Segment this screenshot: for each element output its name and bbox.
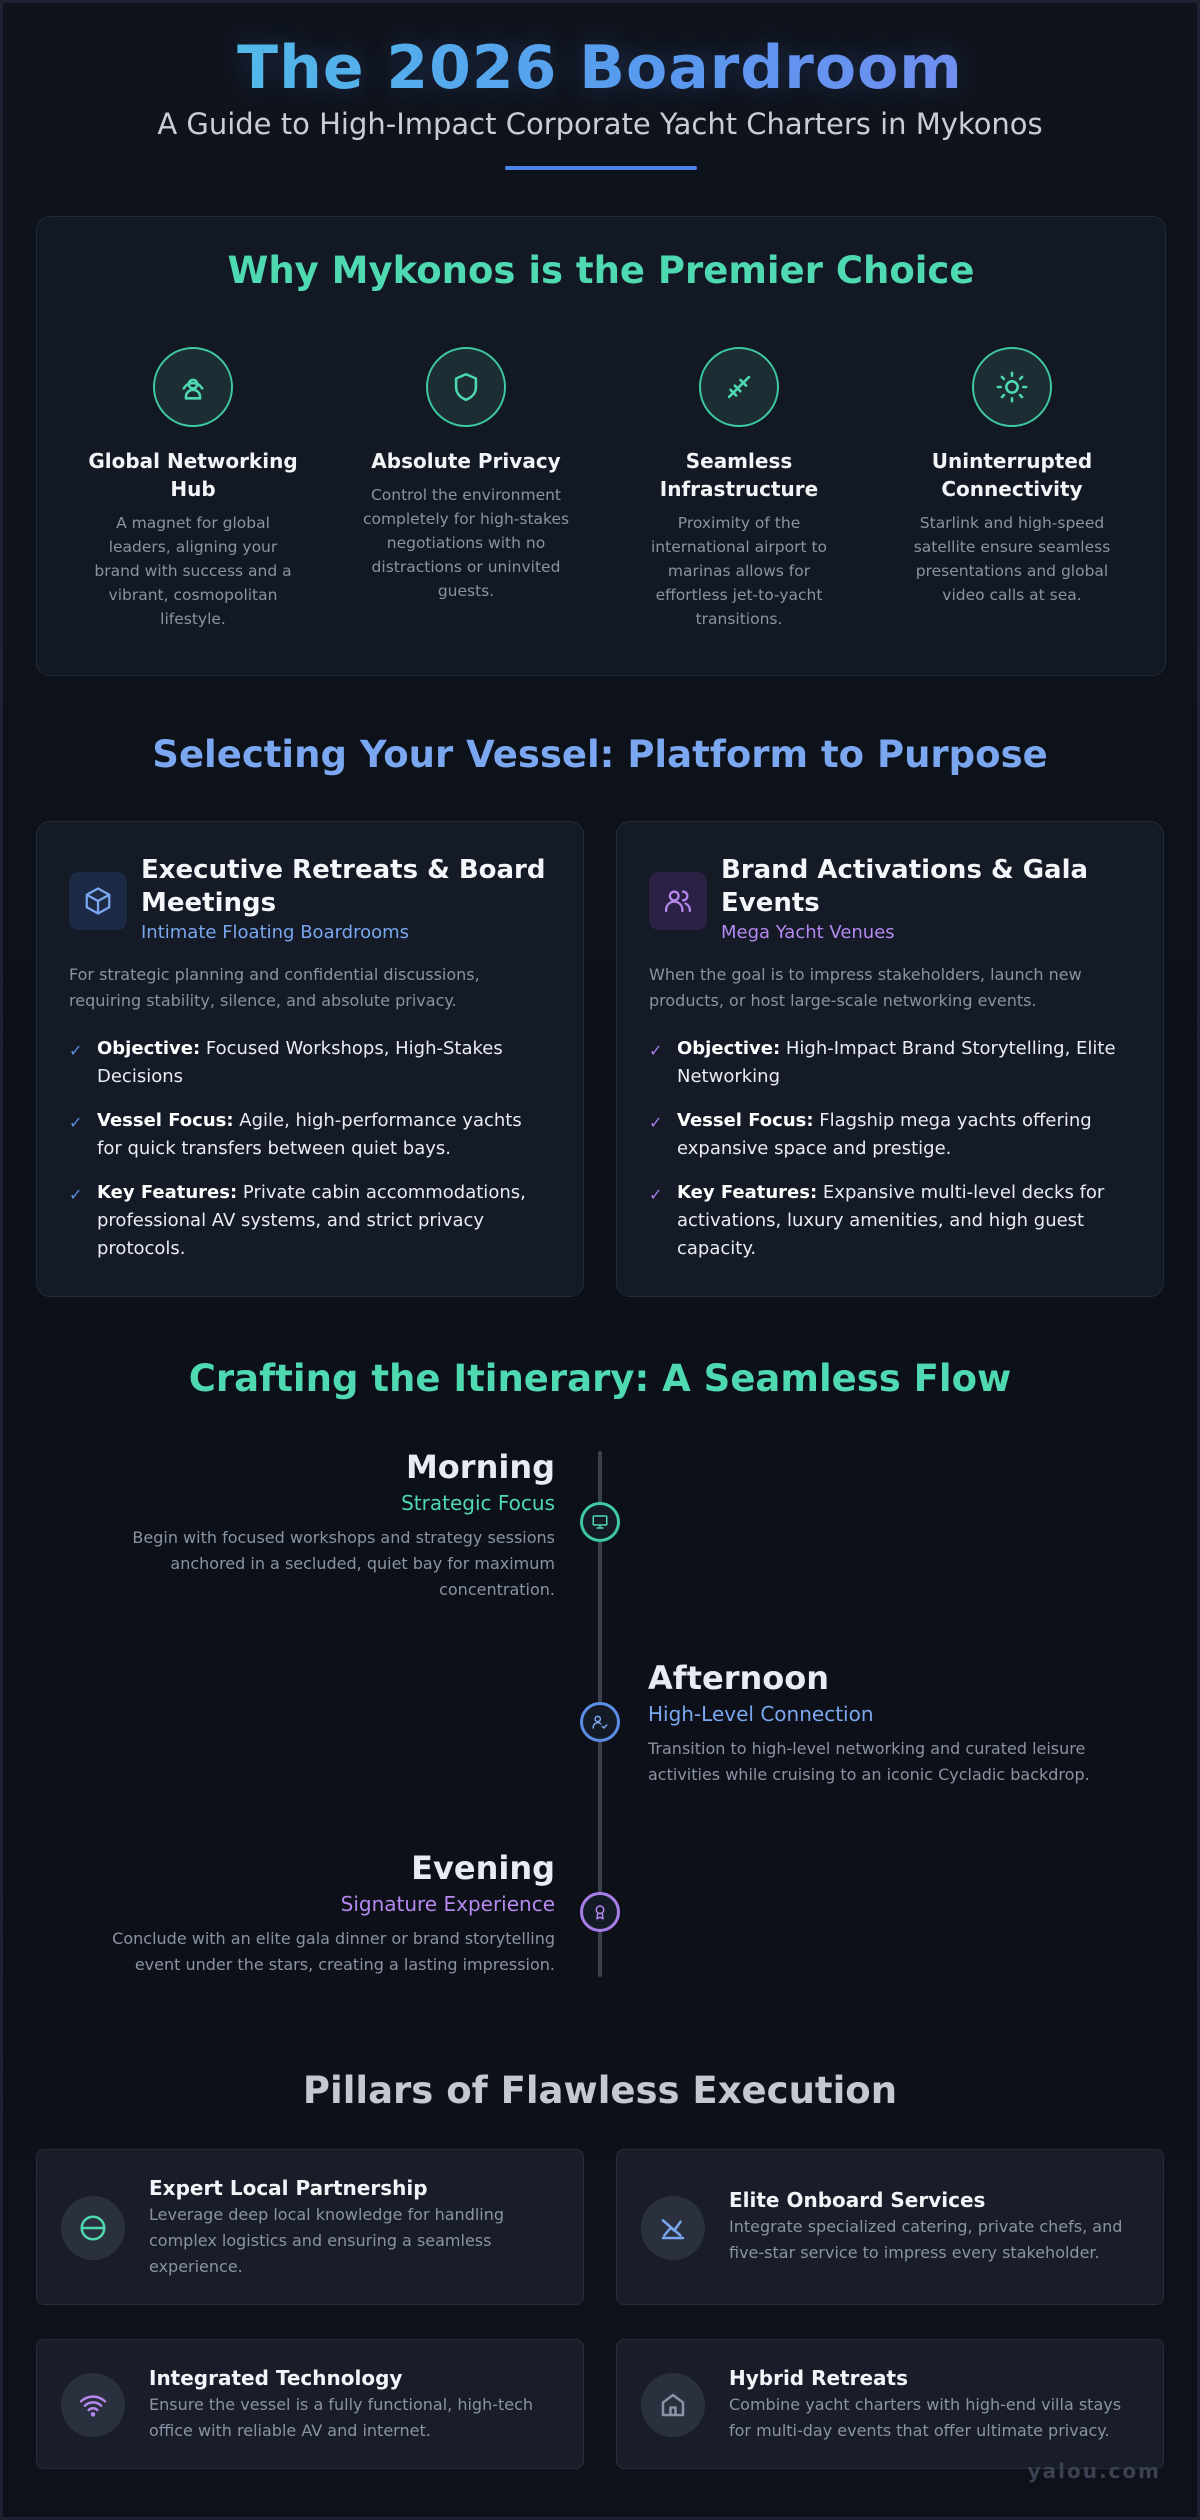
itinerary-section-title: Crafting the Itinerary: A Seamless Flow [188,1357,1012,1400]
timeline-step-morning [95,1447,555,1603]
item-text: Private cabin accommodations, professional AV systems, and strict privacy protocols. [97,1182,526,1259]
vessel-card-brand [616,821,1164,1297]
timeline-step-evening [95,1848,555,1978]
item-label: Key Features: [677,1182,818,1203]
vessel-card-executive [36,821,584,1297]
pillar-text: Ensure the vessel is a fully functional, high-tech office with reliable AV and internet. [149,2395,534,2440]
page-frame [3,3,1197,2517]
pillar-title: Expert Local Partnership [149,2176,428,2200]
sun-satellite-icon [972,347,1052,427]
item-text: High-Impact Brand Storytelling, Elite Networking [677,1038,1116,1087]
feature-text: Starlink and high-speed satellite ensure seamless presentations and global video calls at sea. [913,514,1111,604]
check-icon: ✓ [649,1113,663,1132]
feature-privacy [346,347,586,603]
vessel-section-title: Selecting Your Vessel: Platform to Purpose [152,733,1048,776]
vessel-card-description: For strategic planning and confidential discussions, requiring stability, silence, and absolute privacy. [69,965,480,1010]
step-subtitle: Signature Experience [340,1892,555,1916]
step-subtitle: Strategic Focus [401,1491,555,1515]
vessel-card-subtitle: Mega Yacht Venues [721,922,895,943]
pillar-local-partnership [36,2149,584,2305]
vessel-card-description: When the goal is to impress stakeholders, launch new products, or host large-scale networking events. [649,965,1082,1010]
title-divider [505,166,697,170]
check-icon: ✓ [69,1113,83,1132]
pillar-text: Integrate specialized catering, private chefs, and five-star service to impress every stakeholder. [729,2217,1123,2262]
step-text: Begin with focused workshops and strategy sessions anchored in a secluded, quiet bay for maximum concentration. [132,1528,555,1599]
chef-service-icon [641,2196,705,2260]
page-title: The 2026 Boardroom [3,33,1197,103]
users-icon [649,872,707,930]
vessel-card-list [649,1035,1129,1279]
timeline-step-afternoon [648,1658,1108,1788]
vessel-card-list [69,1035,549,1279]
pillar-title: Elite Onboard Services [729,2188,986,2212]
step-text: Conclude with an elite gala dinner or brand storytelling event under the stars, creating a lasting impression. [112,1929,555,1974]
feature-title: Seamless Infrastructure [659,449,819,501]
feature-connectivity [892,347,1132,607]
feature-title: Absolute Privacy [371,449,561,473]
feature-infrastructure [619,347,859,631]
why-mykonos-card [36,216,1166,676]
vessel-card-title: Executive Retreats & Board Meetings [141,855,546,918]
presentation-icon [580,1502,620,1542]
cube-icon [69,872,127,930]
watermark: yalou.com [1027,2459,1161,2483]
network-person-icon [153,347,233,427]
pillar-text: Combine yacht charters with high-end villa stays for multi-day events that offer ultimate privacy. [729,2395,1122,2440]
feature-networking [73,347,313,631]
pillar-onboard-services [616,2149,1164,2305]
award-icon [580,1892,620,1932]
list-item [69,1035,549,1091]
pillar-text: Leverage deep local knowledge for handling complex logistics and ensuring a seamless experience. [149,2205,505,2276]
pillar-hybrid-retreats [616,2339,1164,2469]
item-label: Vessel Focus: [677,1110,814,1131]
step-time: Afternoon [648,1659,829,1697]
list-item [649,1107,1129,1163]
check-icon: ✓ [649,1041,663,1060]
item-text: Flagship mega yachts offering expansive space and prestige. [677,1110,1092,1159]
list-item [649,1035,1129,1091]
step-text: Transition to high-level networking and curated leisure activities while cruising to an iconic Cycladic backdrop. [648,1739,1090,1784]
item-label: Key Features: [97,1182,238,1203]
feature-title: Global Networking Hub [88,449,298,501]
list-item [69,1179,549,1263]
pillar-title: Hybrid Retreats [729,2366,909,2390]
item-label: Objective: [97,1038,201,1059]
vessel-card-subtitle: Intimate Floating Boardrooms [141,922,410,943]
home-icon [641,2373,705,2437]
pillar-integrated-technology [36,2339,584,2469]
check-icon: ✓ [69,1185,83,1204]
feature-text: Control the environment completely for high-stakes negotiations with no distractions or uninvited guests. [362,486,570,600]
item-label: Objective: [677,1038,781,1059]
plane-transfer-icon [699,347,779,427]
step-time: Morning [405,1448,555,1486]
wifi-icon [61,2373,125,2437]
page-subtitle: A Guide to High-Impact Corporate Yacht Charters in Mykonos [157,107,1043,141]
step-subtitle: High-Level Connection [648,1702,874,1726]
feature-text: A magnet for global leaders, aligning your brand with success and a vibrant, cosmopolitan lifestyle. [94,514,292,628]
pillars-section-title: Pillars of Flawless Execution [302,2069,898,2112]
item-text: Expansive multi-level decks for activations, luxury amenities, and high guest capacity. [677,1182,1105,1259]
item-label: Vessel Focus: [97,1110,234,1131]
feature-title: Uninterrupted Connectivity [931,449,1093,501]
step-time: Evening [411,1849,555,1887]
globe-icon [61,2196,125,2260]
list-item [649,1179,1129,1263]
check-icon: ✓ [69,1041,83,1060]
list-item [69,1107,549,1163]
item-text: Focused Workshops, High-Stakes Decisions [97,1038,503,1087]
item-text: Agile, high-performance yachts for quick transfers between quiet bays. [97,1110,522,1159]
shield-icon [426,347,506,427]
vessel-card-title: Brand Activations & Gala Events [721,855,1089,918]
pillar-title: Integrated Technology [149,2366,403,2390]
why-section-title: Why Mykonos is the Premier Choice [227,249,975,292]
check-icon: ✓ [649,1185,663,1204]
user-check-icon [580,1702,620,1742]
feature-text: Proximity of the international airport to marinas allows for effortless jet-to-yacht transitions. [650,514,828,628]
